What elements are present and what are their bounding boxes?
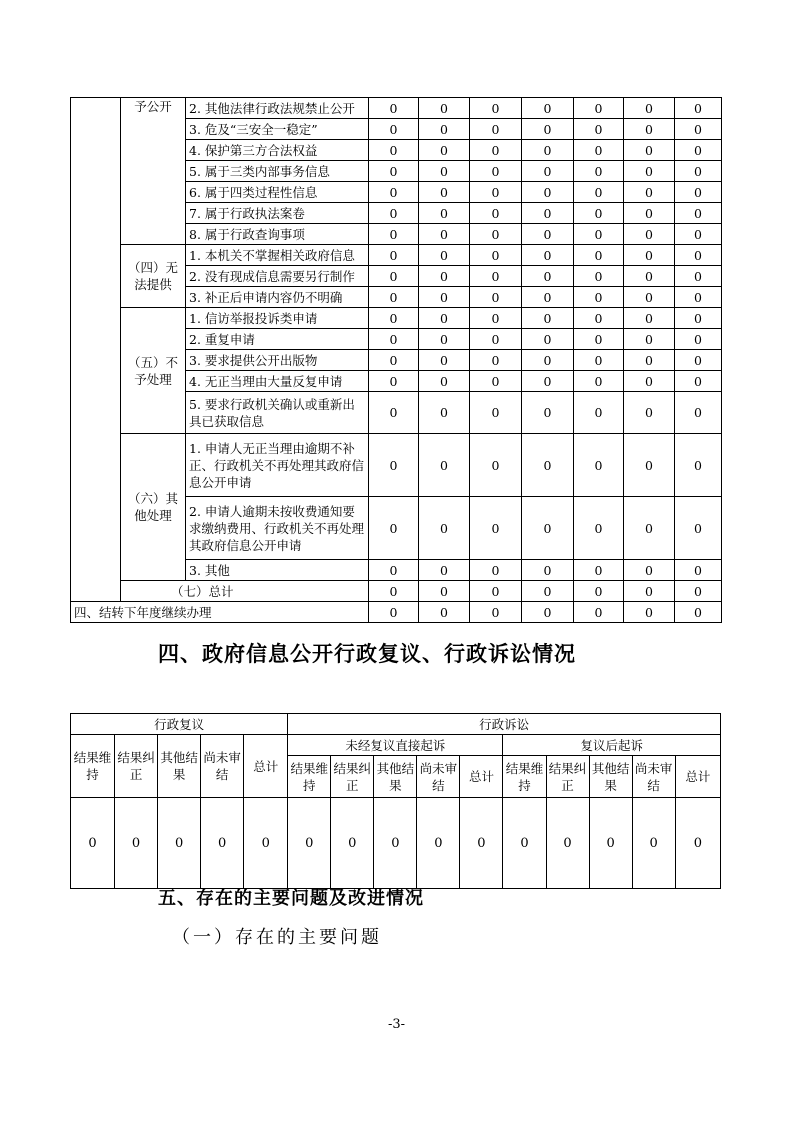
value-cell: 0 (470, 140, 522, 161)
value-cell: 0 (419, 308, 470, 329)
value-cell: 0 (470, 434, 522, 497)
review-col-header: 其他结果 (158, 735, 201, 798)
total-value: 0 (369, 581, 419, 602)
value-cell: 0 (522, 98, 574, 119)
value-cell: 0 (675, 371, 722, 392)
result-value: 0 (244, 798, 288, 889)
value-cell: 0 (624, 308, 675, 329)
value-cell: 0 (675, 224, 722, 245)
item-label: 3. 其他 (186, 560, 369, 581)
value-cell: 0 (574, 266, 624, 287)
litigation-col-header: 尚未审结 (417, 756, 460, 798)
total-label: （七）总计 (121, 581, 369, 602)
value-cell: 0 (675, 161, 722, 182)
value-cell: 0 (574, 350, 624, 371)
value-cell: 0 (470, 224, 522, 245)
value-cell: 0 (470, 266, 522, 287)
item-label: 7. 属于行政执法案卷 (186, 203, 369, 224)
value-cell: 0 (675, 287, 722, 308)
value-cell: 0 (574, 182, 624, 203)
item-label: 4. 无正当理由大量反复申请 (186, 371, 369, 392)
value-cell: 0 (470, 182, 522, 203)
value-cell: 0 (419, 182, 470, 203)
total-value: 0 (419, 581, 470, 602)
value-cell: 0 (675, 98, 722, 119)
value-cell: 0 (522, 392, 574, 434)
value-cell: 0 (624, 287, 675, 308)
group-label: 予公开 (121, 98, 186, 245)
value-cell: 0 (675, 203, 722, 224)
item-label: 2. 其他法律行政法规禁止公开 (186, 98, 369, 119)
direct-litigation-header: 未经复议直接起诉 (288, 735, 503, 756)
value-cell: 0 (369, 245, 419, 266)
admin-review-header: 行政复议 (71, 714, 288, 735)
value-cell: 0 (470, 350, 522, 371)
value-cell: 0 (574, 308, 624, 329)
value-cell: 0 (419, 161, 470, 182)
value-cell: 0 (675, 119, 722, 140)
value-cell: 0 (675, 329, 722, 350)
carry-over-value: 0 (574, 602, 624, 623)
value-cell: 0 (522, 350, 574, 371)
value-cell: 0 (470, 287, 522, 308)
result-value: 0 (115, 798, 158, 889)
value-cell: 0 (522, 245, 574, 266)
total-value: 0 (470, 581, 522, 602)
section-5-subtitle: （一）存在的主要问题 (172, 927, 382, 948)
value-cell: 0 (369, 266, 419, 287)
value-cell: 0 (574, 434, 624, 497)
value-cell: 0 (574, 224, 624, 245)
page-number: -3- (387, 1017, 406, 1032)
carry-over-value: 0 (470, 602, 522, 623)
value-cell: 0 (675, 434, 722, 497)
section-4-title: 四、政府信息公开行政复议、行政诉讼情况 (158, 642, 576, 666)
value-cell: 0 (470, 98, 522, 119)
value-cell: 0 (624, 182, 675, 203)
value-cell: 0 (624, 161, 675, 182)
review-col-header: 结果纠正 (115, 735, 158, 798)
result-value: 0 (288, 798, 331, 889)
value-cell: 0 (624, 392, 675, 434)
value-cell: 0 (522, 560, 574, 581)
value-cell: 0 (624, 245, 675, 266)
value-cell: 0 (522, 140, 574, 161)
item-label: 3. 要求提供公开出版物 (186, 350, 369, 371)
value-cell: 0 (675, 245, 722, 266)
value-cell: 0 (522, 497, 574, 560)
value-cell: 0 (522, 182, 574, 203)
litigation-col-header: 结果纠正 (546, 756, 589, 798)
value-cell: 0 (369, 224, 419, 245)
carry-over-value: 0 (675, 602, 722, 623)
value-cell: 0 (675, 350, 722, 371)
value-cell: 0 (675, 266, 722, 287)
result-value: 0 (331, 798, 374, 889)
value-cell: 0 (419, 497, 470, 560)
value-cell: 0 (369, 371, 419, 392)
value-cell: 0 (369, 497, 419, 560)
value-cell: 0 (419, 287, 470, 308)
value-cell: 0 (470, 371, 522, 392)
litigation-col-header: 总计 (675, 756, 720, 798)
value-cell: 0 (675, 392, 722, 434)
value-cell: 0 (470, 119, 522, 140)
value-cell: 0 (522, 329, 574, 350)
value-cell: 0 (470, 497, 522, 560)
value-cell: 0 (624, 224, 675, 245)
value-cell: 0 (419, 203, 470, 224)
disclosure-handling-table (70, 97, 722, 623)
value-cell: 0 (369, 161, 419, 182)
value-cell: 0 (470, 203, 522, 224)
value-cell: 0 (419, 434, 470, 497)
litigation-col-header: 结果维持 (503, 756, 546, 798)
value-cell: 0 (470, 392, 522, 434)
value-cell: 0 (624, 434, 675, 497)
value-cell: 0 (624, 371, 675, 392)
item-label: 1. 信访举报投诉类申请 (186, 308, 369, 329)
value-cell: 0 (470, 560, 522, 581)
item-label: 2. 申请人逾期未按收费通知要求缴纳费用、行政机关不再处理其政府信息公开申请 (186, 497, 369, 560)
item-label: 5. 要求行政机关确认或重新出具已获取信息 (186, 392, 369, 434)
item-label: 1. 本机关不掌握相关政府信息 (186, 245, 369, 266)
value-cell: 0 (675, 140, 722, 161)
value-cell: 0 (574, 287, 624, 308)
value-cell: 0 (419, 266, 470, 287)
value-cell: 0 (369, 182, 419, 203)
value-cell: 0 (369, 287, 419, 308)
value-cell: 0 (574, 371, 624, 392)
result-value: 0 (374, 798, 417, 889)
value-cell: 0 (574, 98, 624, 119)
value-cell: 0 (470, 308, 522, 329)
value-cell: 0 (419, 224, 470, 245)
result-value: 0 (201, 798, 244, 889)
carry-over-value: 0 (369, 602, 419, 623)
value-cell: 0 (624, 98, 675, 119)
result-value: 0 (632, 798, 675, 889)
value-cell: 0 (470, 245, 522, 266)
value-cell: 0 (369, 560, 419, 581)
value-cell: 0 (522, 308, 574, 329)
value-cell: 0 (624, 329, 675, 350)
item-label: 2. 没有现成信息需要另行制作 (186, 266, 369, 287)
total-value: 0 (574, 581, 624, 602)
value-cell: 0 (624, 266, 675, 287)
value-cell: 0 (522, 161, 574, 182)
outer-category-cell (71, 98, 121, 602)
value-cell: 0 (419, 245, 470, 266)
carry-over-value: 0 (522, 602, 574, 623)
value-cell: 0 (419, 371, 470, 392)
value-cell: 0 (419, 98, 470, 119)
value-cell: 0 (369, 434, 419, 497)
litigation-col-header: 尚未审结 (632, 756, 675, 798)
value-cell: 0 (522, 266, 574, 287)
value-cell: 0 (419, 560, 470, 581)
value-cell: 0 (624, 119, 675, 140)
result-value: 0 (158, 798, 201, 889)
admin-litigation-header: 行政诉讼 (288, 714, 721, 735)
litigation-col-header: 其他结果 (589, 756, 632, 798)
item-label: 4. 保护第三方合法权益 (186, 140, 369, 161)
total-value: 0 (624, 581, 675, 602)
value-cell: 0 (522, 203, 574, 224)
result-value: 0 (71, 798, 115, 889)
item-label: 1. 申请人无正当理由逾期不补正、行政机关不再处理其政府信息公开申请 (186, 434, 369, 497)
item-label: 3. 补正后申请内容仍不明确 (186, 287, 369, 308)
value-cell: 0 (419, 119, 470, 140)
group-label: （六）其他处理 (121, 434, 186, 581)
value-cell: 0 (624, 497, 675, 560)
value-cell: 0 (675, 182, 722, 203)
value-cell: 0 (419, 329, 470, 350)
value-cell: 0 (624, 203, 675, 224)
result-value: 0 (546, 798, 589, 889)
value-cell: 0 (369, 140, 419, 161)
value-cell: 0 (574, 161, 624, 182)
value-cell: 0 (574, 245, 624, 266)
total-value: 0 (522, 581, 574, 602)
section-5-title: 五、存在的主要问题及改进情况 (158, 888, 424, 909)
item-label: 3. 危及“三安全一稳定” (186, 119, 369, 140)
value-cell: 0 (624, 350, 675, 371)
review-litigation-table (70, 713, 721, 889)
value-cell: 0 (574, 140, 624, 161)
item-label: 2. 重复申请 (186, 329, 369, 350)
value-cell: 0 (675, 497, 722, 560)
litigation-col-header: 总计 (460, 756, 503, 798)
value-cell: 0 (369, 329, 419, 350)
carry-over-value: 0 (624, 602, 675, 623)
value-cell: 0 (470, 329, 522, 350)
result-value: 0 (503, 798, 546, 889)
item-label: 5. 属于三类内部事务信息 (186, 161, 369, 182)
value-cell: 0 (624, 140, 675, 161)
value-cell: 0 (522, 434, 574, 497)
value-cell: 0 (574, 203, 624, 224)
value-cell: 0 (369, 350, 419, 371)
value-cell: 0 (419, 392, 470, 434)
result-value: 0 (589, 798, 632, 889)
value-cell: 0 (574, 329, 624, 350)
value-cell: 0 (419, 140, 470, 161)
result-value: 0 (460, 798, 503, 889)
group-label: （四）无法提供 (121, 245, 186, 308)
after-review-litigation-header: 复议后起诉 (503, 735, 721, 756)
litigation-col-header: 结果维持 (288, 756, 331, 798)
value-cell: 0 (470, 161, 522, 182)
value-cell: 0 (574, 392, 624, 434)
value-cell: 0 (675, 308, 722, 329)
value-cell: 0 (369, 98, 419, 119)
total-value: 0 (675, 581, 722, 602)
review-col-header: 总计 (244, 735, 288, 798)
value-cell: 0 (574, 119, 624, 140)
review-col-header: 结果维持 (71, 735, 115, 798)
value-cell: 0 (675, 560, 722, 581)
group-label: （五）不予处理 (121, 308, 186, 434)
value-cell: 0 (419, 350, 470, 371)
value-cell: 0 (369, 308, 419, 329)
carry-over-label: 四、结转下年度继续办理 (71, 602, 369, 623)
result-value: 0 (417, 798, 460, 889)
value-cell: 0 (574, 497, 624, 560)
value-cell: 0 (369, 392, 419, 434)
value-cell: 0 (624, 560, 675, 581)
value-cell: 0 (522, 119, 574, 140)
value-cell: 0 (574, 560, 624, 581)
value-cell: 0 (522, 224, 574, 245)
value-cell: 0 (369, 203, 419, 224)
value-cell: 0 (369, 119, 419, 140)
result-value: 0 (675, 798, 720, 889)
item-label: 6. 属于四类过程性信息 (186, 182, 369, 203)
litigation-col-header: 其他结果 (374, 756, 417, 798)
litigation-col-header: 结果纠正 (331, 756, 374, 798)
review-col-header: 尚未审结 (201, 735, 244, 798)
value-cell: 0 (522, 371, 574, 392)
carry-over-value: 0 (419, 602, 470, 623)
item-label: 8. 属于行政查询事项 (186, 224, 369, 245)
value-cell: 0 (522, 287, 574, 308)
